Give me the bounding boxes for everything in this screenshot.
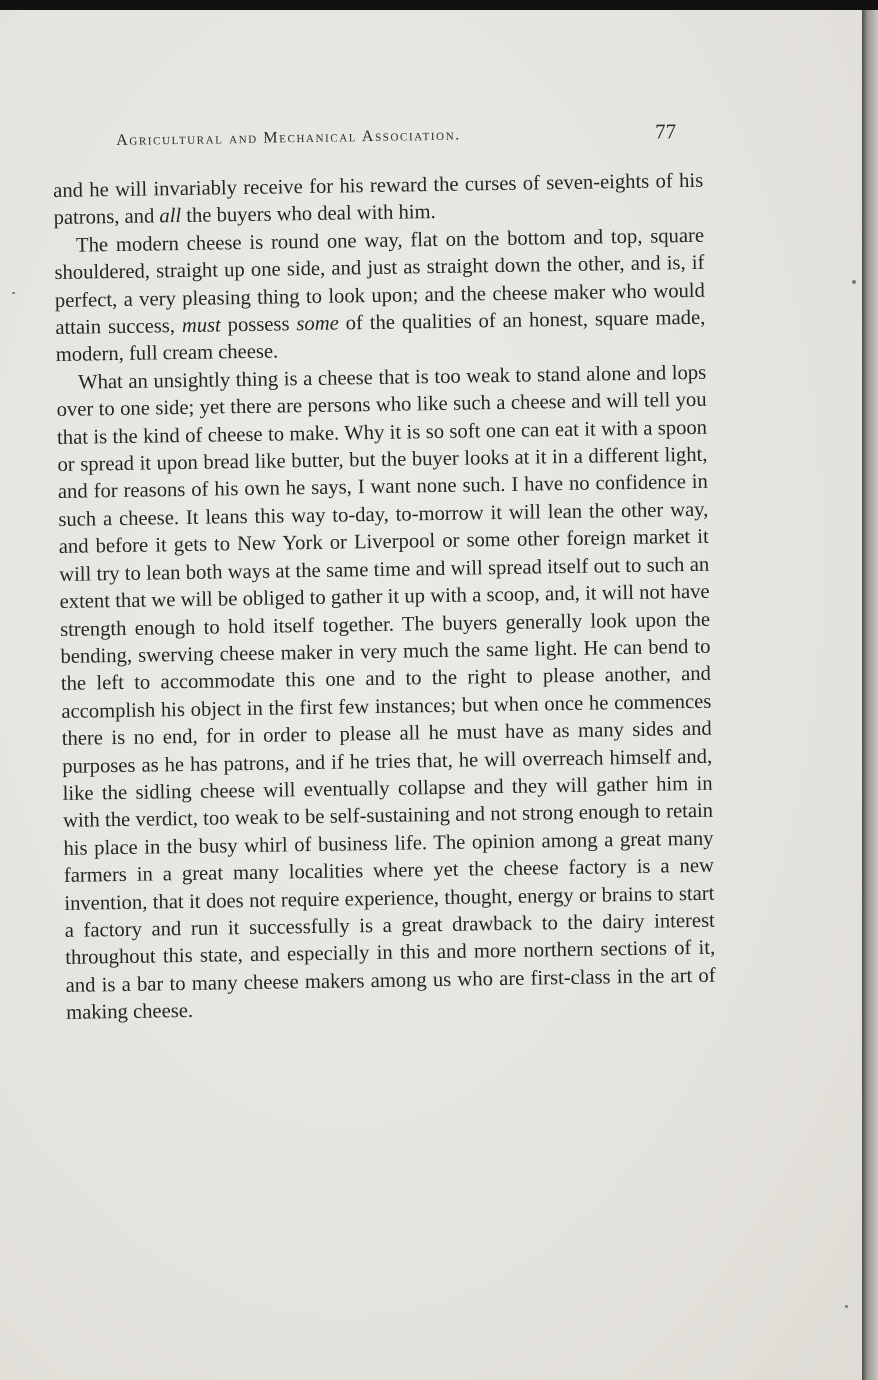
page-number: 77	[654, 119, 677, 144]
page-edge-shadow	[862, 10, 878, 1380]
text-run: The modern cheese is round one way, flat on the bottom and top, square shouldered, straight up one side, and just as straight down the other, and is, if perfect, a very pleasing thing to look upon; and the cheese maker who would attain success,	[54, 224, 706, 340]
paragraph	[53, 168, 704, 233]
text-run: possess	[220, 313, 297, 337]
italic-run: all	[159, 205, 182, 228]
italic-run: must	[181, 314, 221, 338]
text-run: the buyers who deal with him.	[181, 201, 436, 228]
text-run: and he will invariably receive for his reward the curses of seven-eights of his patrons, and	[53, 169, 704, 230]
book-page	[0, 10, 862, 1380]
body-text	[53, 168, 716, 1028]
paragraph	[56, 360, 716, 1028]
text-run: What an unsightly thing is a cheese that is too weak to stand alone and lops over to one side; yet there are persons who like such a cheese and will tell you that is the kind of cheese to make. Why it is so soft one can eat it with a spoon or spread it upon bread like butter, but the buyer looks at it in a different light, and for reasons of his own he says, I want none such. I have no confidence in such a cheese. It leans this way to-day, to-morrow it will lean the other way, and before it gets to New York or Liverpool or some other foreign market it will try to lean both ways at the same time and will spread itself out to such an extent that we will be obliged to gather it up with a scoop, and, it will not have strength enough to hold itself together. The buyers generally look upon the bending, swerving cheese maker in very much the same light. He can bend to the left to accommodate this one and to the right to please another, and accomplish his object in the first few instances; but when once he commences there is no end, for in order to please all he must have as many sides and purposes as he has patrons, and if he tries that, he will overreach himself and, like the sidling cheese will eventually collapse and they will gather him in with the verdict, too weak to be self-sustaining and not strong enough to retain his place in the busy whirl of business life. The opinion among a great many farmers in a great many localities where yet the cheese factory is a new invention, that it does not require experience, thought, energy or brains to start a factory and run it successfully is a great drawback to the dairy interest throughout this state, and especially in this and more northern sections of it, and is a bar to many cheese makers among us who are first-class in the art of making cheese.	[56, 361, 716, 1025]
paragraph	[54, 223, 706, 370]
italic-run: some	[296, 312, 339, 336]
running-title: Agricultural and Mechanical Association.	[116, 126, 461, 149]
text-run: of the qualities of an honest, square made, modern, full cream cheese.	[55, 306, 706, 367]
running-header	[116, 119, 676, 162]
